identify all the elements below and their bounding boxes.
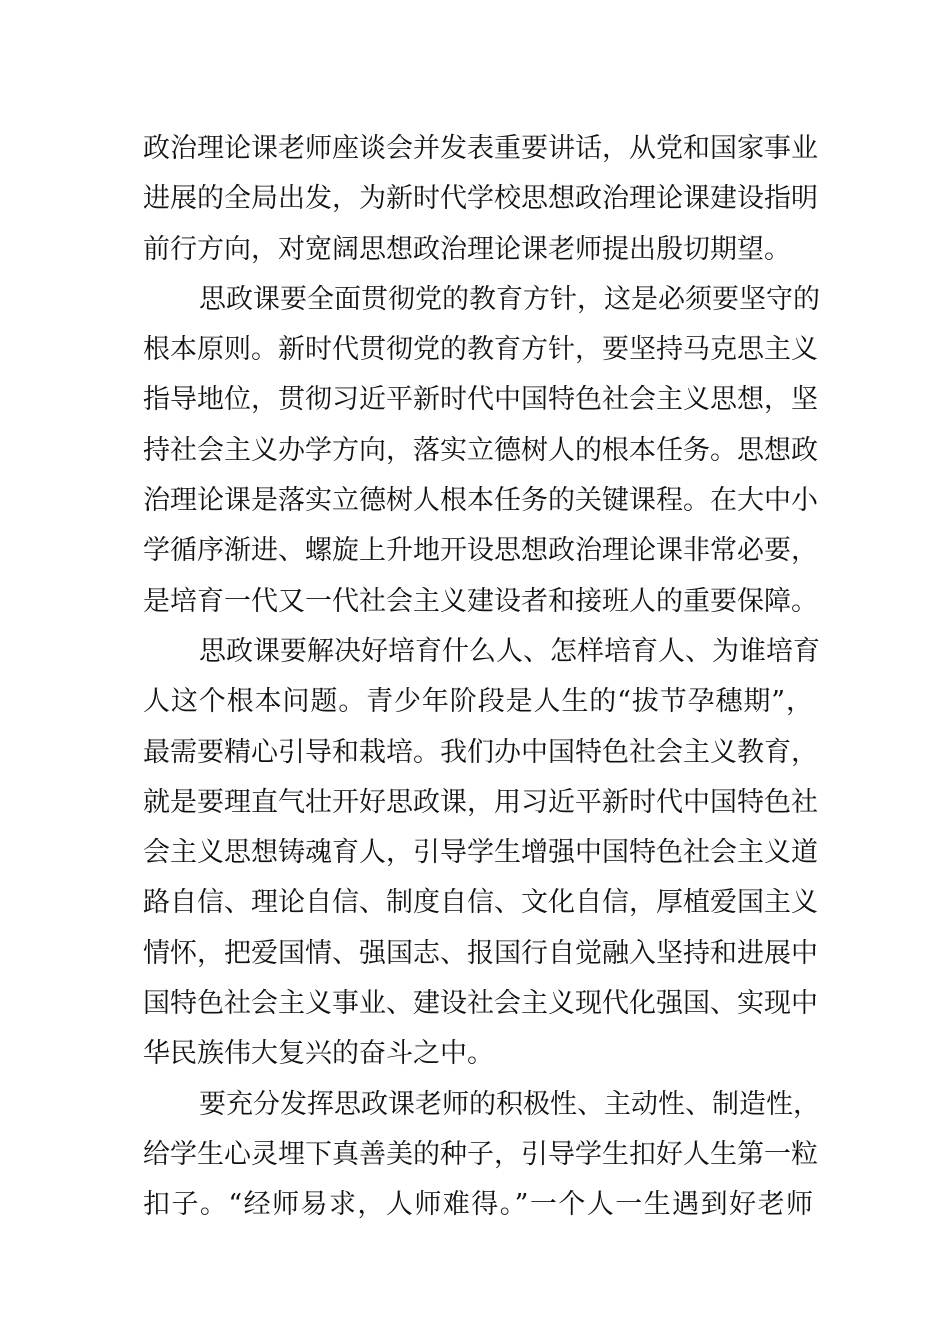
text-line: 国特色社会主义事业、建设社会主义现代化强国、实现中 xyxy=(143,988,818,1020)
text-line: 持社会主义办学方向，落实立德树人的根本任务。思想政 xyxy=(143,434,818,466)
text-line: 是培育一代又一代社会主义建设者和接班人的重要保障。 xyxy=(143,585,818,617)
text-line: 人这个根本问题。青少年阶段是人生的“拔节孕穗期”， xyxy=(143,686,813,718)
text-line: 前行方向，对宽阔思想政治理论课老师提出殷切期望。 xyxy=(143,233,791,265)
text-line: 指导地位，贯彻习近平新时代中国特色社会主义思想，坚 xyxy=(143,384,818,416)
text-line: 根本原则。新时代贯彻党的教育方针，要坚持马克思主义 xyxy=(143,334,818,366)
text-line: 扣子。“经师易求，人师难得。”一个人一生遇到好老师 xyxy=(143,1189,813,1221)
paragraph-1 xyxy=(143,124,818,275)
text-line: 华民族伟大复兴的奋斗之中。 xyxy=(143,1038,494,1070)
text-line: 情怀，把爱国情、强国志、报国行自觉融入坚持和进展中 xyxy=(143,937,818,969)
text-line: 会主义思想铸魂育人，引导学生增强中国特色社会主义道 xyxy=(143,837,818,869)
body-text xyxy=(143,124,820,1231)
text-line: 给学生心灵埋下真善美的种子，引导学生扣好人生第一粒 xyxy=(143,1138,818,1170)
text-line: 要充分发挥思政课老师的积极性、主动性、制造性， xyxy=(199,1088,820,1120)
text-line: 进展的全局出发，为新时代学校思想政治理论课建设指明 xyxy=(143,183,818,215)
text-line: 路自信、理论自信、制度自信、文化自信，厚植爱国主义 xyxy=(143,887,818,919)
text-line: 治理论课是落实立德树人根本任务的关键课程。在大中小 xyxy=(143,485,818,517)
text-line: 最需要精心引导和栽培。我们办中国特色社会主义教育， xyxy=(143,736,818,768)
text-line: 政治理论课老师座谈会并发表重要讲话，从党和国家事业 xyxy=(143,133,818,164)
text-line: 学循序渐进、螺旋上升地开设思想政治理论课非常必要， xyxy=(143,535,818,567)
paragraph-2 xyxy=(143,275,820,627)
text-line: 思政课要解决好培育什么人、怎样培育人、为谁培育 xyxy=(199,635,820,667)
paragraph-3 xyxy=(143,627,820,1080)
text-line: 思政课要全面贯彻党的教育方针，这是必须要坚守的 xyxy=(199,283,820,315)
paragraph-4 xyxy=(143,1080,820,1231)
text-line: 就是要理直气壮开好思政课，用习近平新时代中国特色社 xyxy=(143,786,818,818)
